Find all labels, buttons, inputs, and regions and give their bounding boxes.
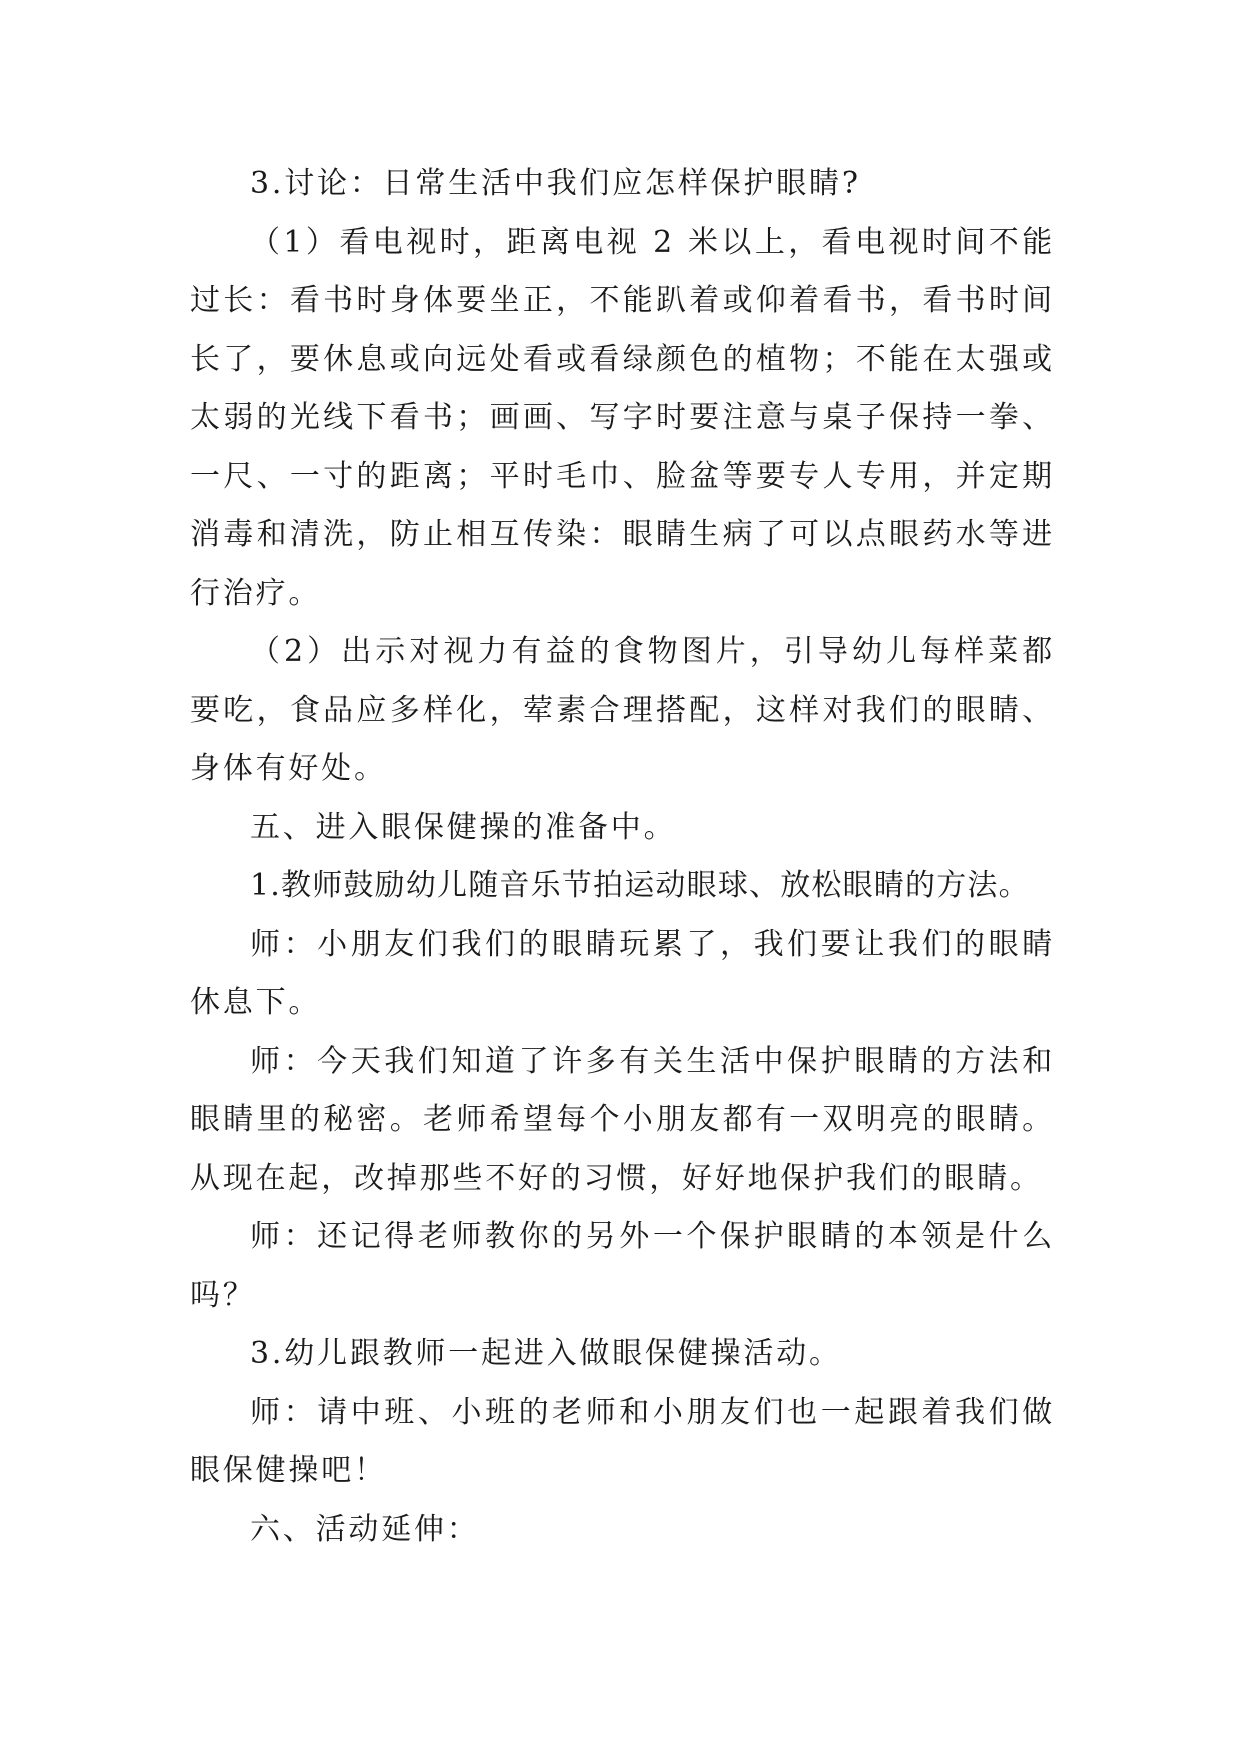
paragraph-teacher-question: 师：还记得老师教你的另外一个保护眼睛的本领是什么吗？	[190, 1219, 1055, 1313]
paragraph-teacher-rest: 师：小朋友们我们的眼睛玩累了，我们要让我们的眼睛休息下。	[190, 926, 1055, 1020]
section-heading-eye-exercise-prep: 五、进入眼保健操的准备中。	[250, 809, 677, 845]
paragraph-eye-exercise-activity: 3.幼儿跟教师一起进入做眼保健操活动。	[250, 1336, 842, 1371]
paragraph-teacher-summary: 师：今天我们知道了许多有关生活中保护眼睛的方法和眼睛里的秘密。老师希望每个小朋友都有一双明亮的眼睛。从现在起，改掉那些不好的习惯，好好地保护我们的眼睛。	[190, 1043, 1055, 1196]
paragraph-healthy-food: （2）出示对视力有益的食物图片，引导幼儿每样菜都要吃，食品应多样化，荤素合理搭配，这样对我们的眼睛、身体有好处。	[190, 634, 1055, 786]
document-body	[190, 155, 1055, 1559]
section-heading-activity-extension: 六、活动延伸：	[250, 1511, 480, 1547]
paragraph-discussion-heading: 3.讨论：日常生活中我们应怎样保护眼睛?	[250, 166, 861, 201]
paragraph-teacher-invitation: 师：请中班、小班的老师和小朋友们也一起跟着我们做眼保健操吧！	[190, 1394, 1055, 1488]
paragraph-eyeball-movement: 1.教师鼓励幼儿随音乐节拍运动眼球、放松眼睛的方法。	[250, 868, 1030, 903]
paragraph-eye-care-tips: （1）看电视时，距离电视 2 米以上，看电视时间不能过长：看书时身体要坐正，不能趴着或仰着看书，看书时间长了，要休息或向远处看或看绿颜色的植物；不能在太强或太弱的光线下看书；画画、写字时要注意与桌子保持一拳、一尺、一寸的距离；平时毛巾、脸盆等要专人专用，并定期消毒和清洗，防止相互传染：眼睛生病了可以点眼药水等进行治疗。	[190, 224, 1055, 611]
